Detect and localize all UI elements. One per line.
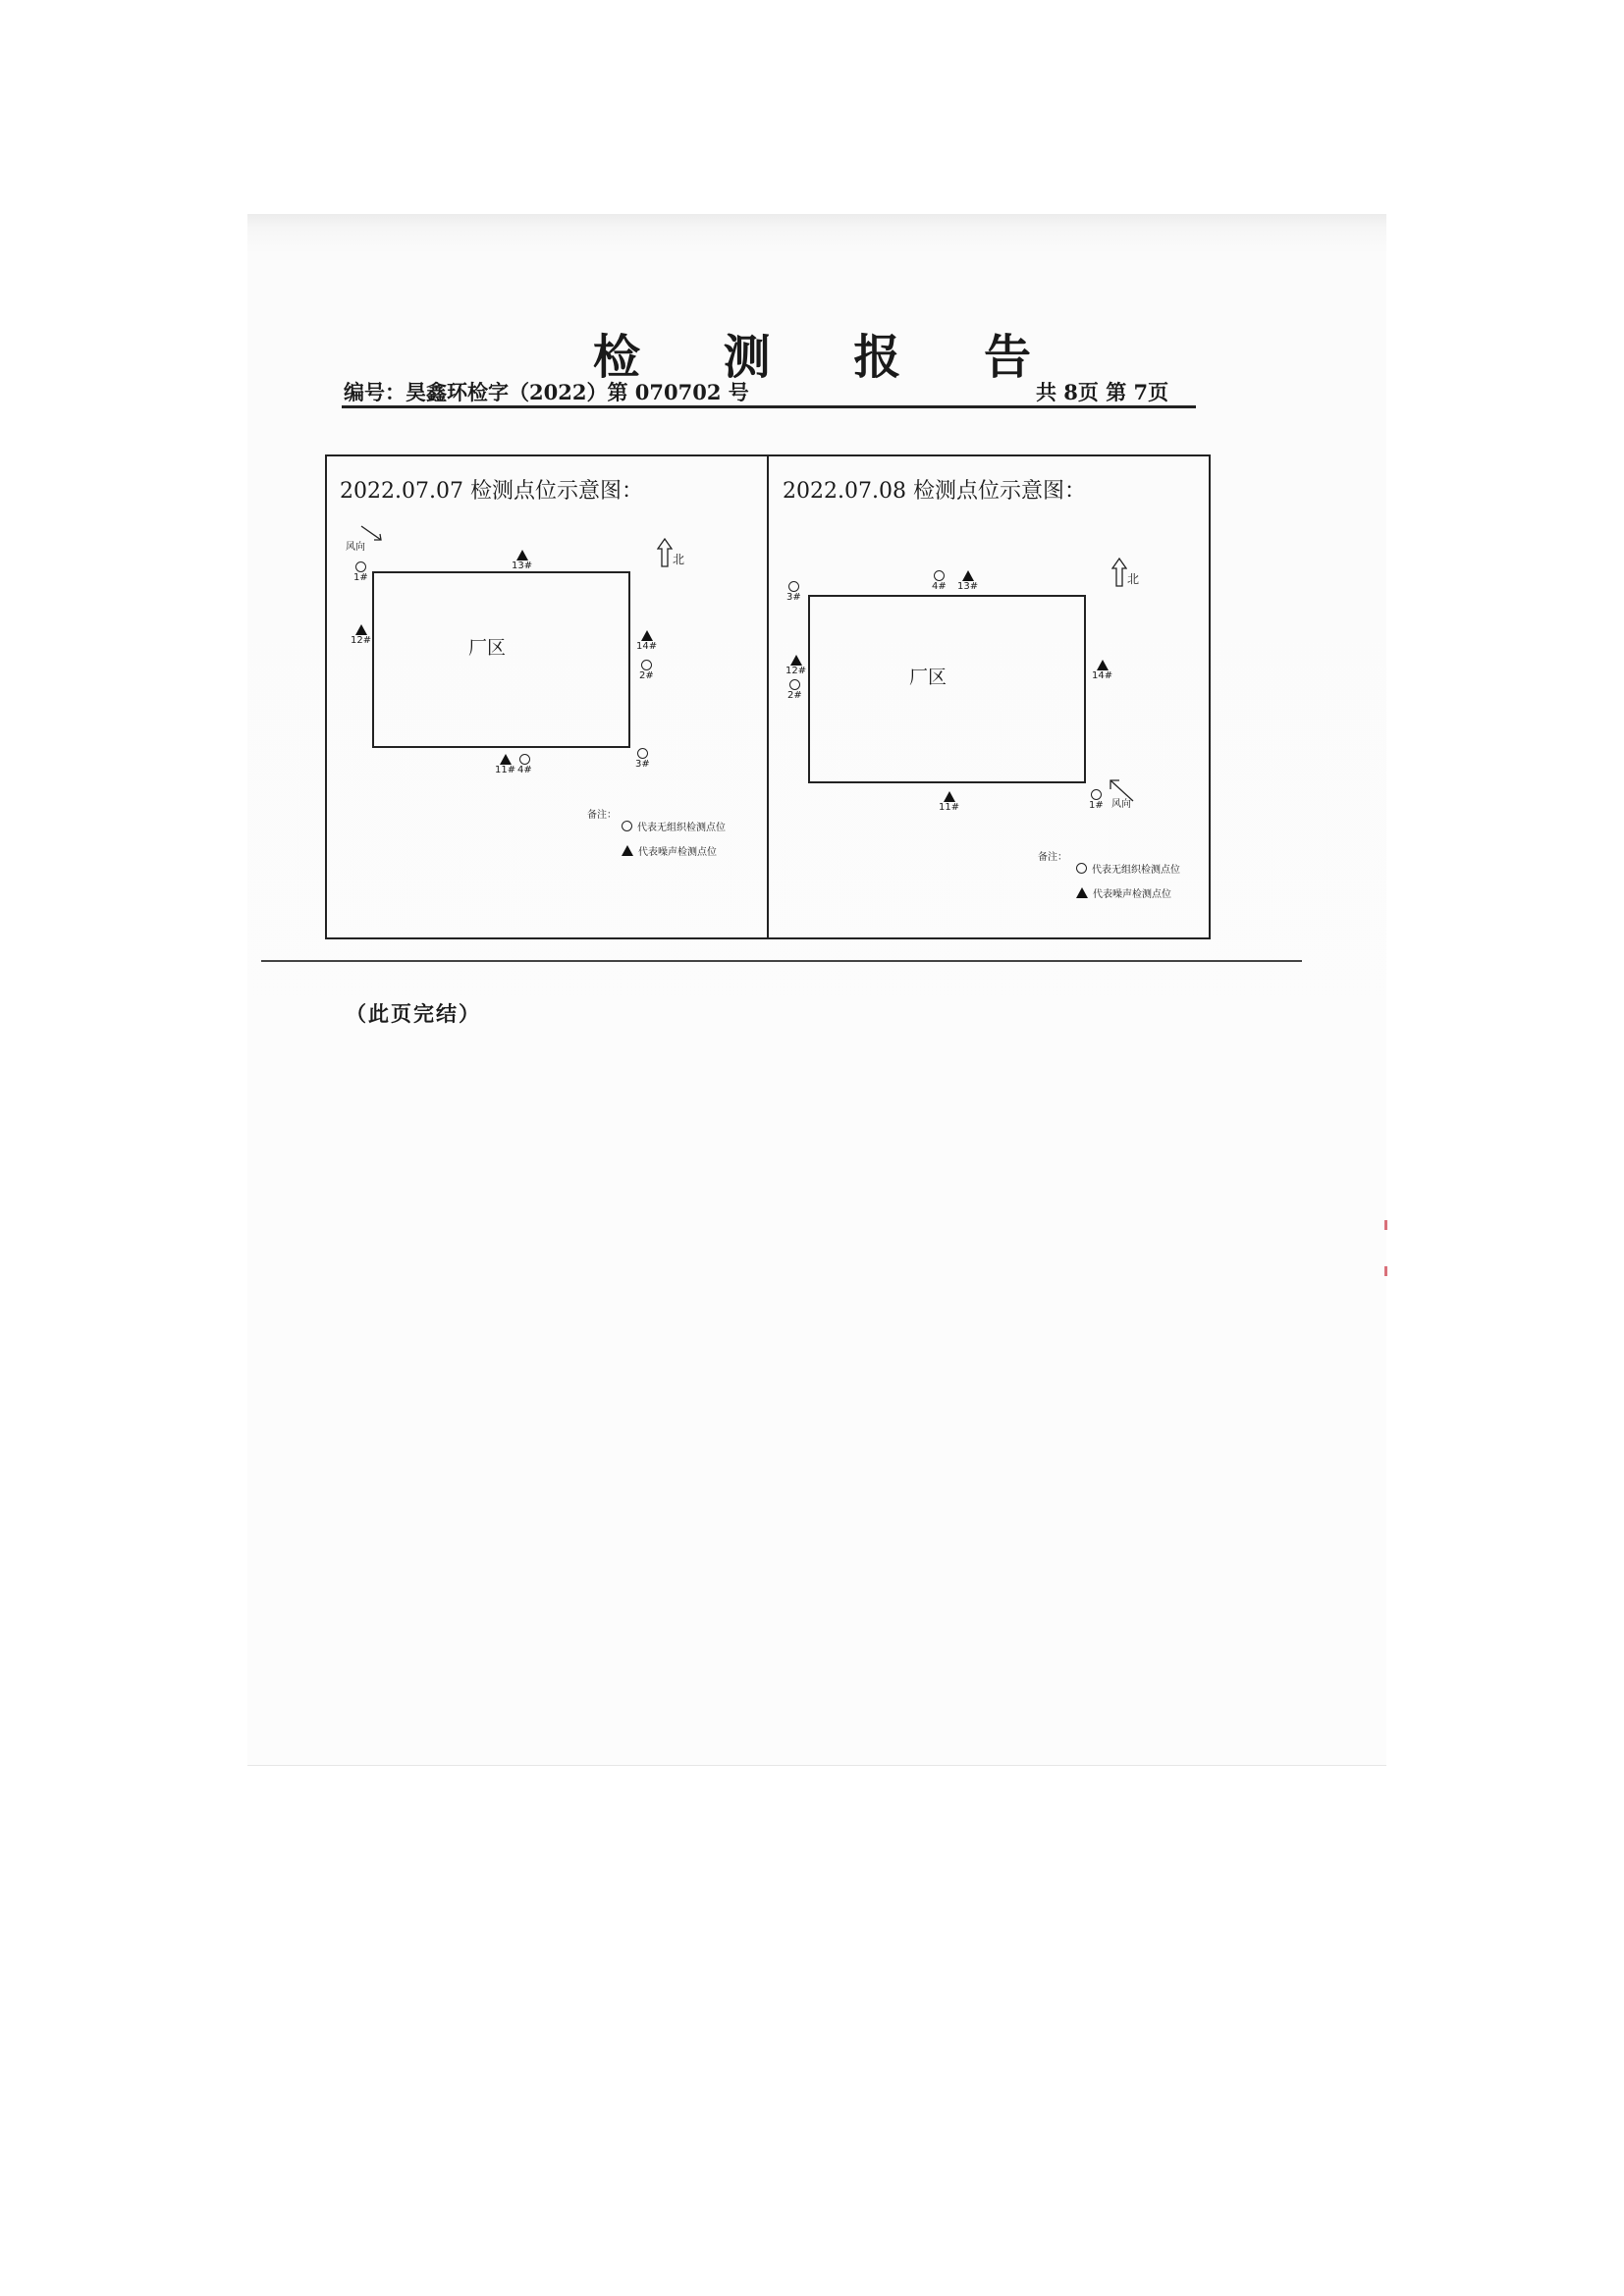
point-3 bbox=[635, 748, 650, 770]
point-14 bbox=[1092, 660, 1112, 681]
triangle-marker-icon bbox=[355, 624, 367, 635]
circle-marker-icon bbox=[637, 748, 648, 759]
legend-header: 备注： bbox=[1038, 852, 1067, 863]
end-of-page-note: （此页完结） bbox=[346, 1001, 481, 1026]
point-label: 3# bbox=[635, 759, 650, 770]
circle-marker-icon bbox=[355, 561, 366, 572]
plant-area bbox=[372, 571, 630, 748]
report-title: 检 测 报 告 bbox=[592, 330, 1065, 385]
legend-header: 备注： bbox=[587, 810, 617, 821]
point-13 bbox=[512, 550, 532, 571]
point-14 bbox=[636, 630, 657, 652]
wind-label: 风向 bbox=[1111, 799, 1131, 810]
point-label: 13# bbox=[957, 581, 979, 592]
wind-arrow-icon bbox=[359, 524, 385, 544]
legend-circle-label: 代表无组织检测点位 bbox=[637, 823, 726, 833]
panel-divider bbox=[767, 454, 769, 939]
point-4 bbox=[517, 754, 532, 775]
panel-title: 2022.07.07 检测点位示意图： bbox=[340, 479, 643, 504]
triangle-marker-icon bbox=[641, 630, 653, 641]
triangle-marker-icon bbox=[944, 791, 955, 802]
point-4 bbox=[932, 570, 947, 592]
scan-edge-mark bbox=[1384, 1266, 1387, 1276]
scanned-page bbox=[247, 214, 1386, 1766]
point-label: 11# bbox=[939, 802, 960, 813]
plant-label: 厂区 bbox=[909, 667, 947, 688]
point-label: 2# bbox=[787, 690, 802, 701]
legend-circle bbox=[1076, 861, 1180, 876]
legend-circle bbox=[622, 819, 726, 833]
point-1 bbox=[1089, 789, 1104, 811]
legend-circle-label: 代表无组织检测点位 bbox=[1092, 865, 1180, 876]
circle-marker-icon bbox=[519, 754, 530, 765]
north-label: 北 bbox=[1127, 572, 1140, 586]
point-2 bbox=[639, 660, 654, 681]
triangle-marker-icon bbox=[622, 845, 633, 856]
point-label: 14# bbox=[1092, 670, 1113, 681]
circle-marker-icon bbox=[1091, 789, 1102, 800]
north-indicator bbox=[657, 538, 684, 567]
circle-marker-icon bbox=[641, 660, 652, 670]
panel-title: 2022.07.08 检测点位示意图： bbox=[783, 479, 1086, 504]
point-label: 14# bbox=[636, 641, 658, 652]
point-label: 11# bbox=[495, 765, 516, 775]
circle-marker-icon bbox=[789, 679, 800, 690]
triangle-marker-icon bbox=[1097, 660, 1109, 670]
legend-triangle bbox=[1076, 885, 1180, 900]
wind-label: 风向 bbox=[346, 542, 365, 553]
header-rule bbox=[342, 405, 1196, 408]
triangle-marker-icon bbox=[962, 570, 974, 581]
point-1 bbox=[353, 561, 368, 583]
page-count: 共 8页 第 7页 bbox=[1036, 380, 1169, 404]
plant-label: 厂区 bbox=[468, 637, 507, 659]
point-label: 4# bbox=[932, 581, 947, 592]
point-3 bbox=[786, 581, 801, 603]
triangle-marker-icon bbox=[790, 655, 802, 666]
circle-marker-icon bbox=[1076, 863, 1087, 874]
point-2 bbox=[787, 679, 802, 701]
report-number: 编号：昊鑫环检字（2022）第 070702 号 bbox=[344, 380, 749, 404]
point-label: 4# bbox=[517, 765, 532, 775]
north-label: 北 bbox=[673, 553, 685, 566]
legend-triangle-label: 代表噪声检测点位 bbox=[1093, 889, 1171, 900]
plant-area bbox=[808, 595, 1086, 783]
legend-triangle-label: 代表噪声检测点位 bbox=[638, 847, 717, 858]
point-label: 12# bbox=[785, 666, 807, 676]
point-label: 1# bbox=[353, 572, 368, 583]
section-rule bbox=[261, 960, 1302, 962]
circle-marker-icon bbox=[622, 821, 632, 831]
scan-edge-mark bbox=[1384, 1220, 1387, 1230]
legend bbox=[587, 806, 726, 868]
point-11 bbox=[939, 791, 959, 813]
point-12 bbox=[351, 624, 371, 646]
circle-marker-icon bbox=[934, 570, 945, 581]
point-label: 13# bbox=[512, 561, 533, 571]
circle-marker-icon bbox=[788, 581, 799, 592]
triangle-marker-icon bbox=[1076, 887, 1088, 898]
legend-triangle bbox=[622, 843, 726, 858]
north-arrow-icon bbox=[1111, 558, 1127, 587]
point-label: 1# bbox=[1089, 800, 1104, 811]
legend bbox=[1038, 848, 1180, 910]
point-label: 2# bbox=[639, 670, 654, 681]
point-label: 12# bbox=[351, 635, 372, 646]
north-arrow-icon bbox=[657, 538, 673, 567]
point-12 bbox=[785, 655, 806, 676]
point-label: 3# bbox=[786, 592, 801, 603]
triangle-marker-icon bbox=[500, 754, 512, 765]
wind-indicator bbox=[346, 538, 365, 553]
north-indicator bbox=[1111, 558, 1139, 587]
point-13 bbox=[957, 570, 978, 592]
triangle-marker-icon bbox=[516, 550, 528, 561]
point-11 bbox=[495, 754, 515, 775]
